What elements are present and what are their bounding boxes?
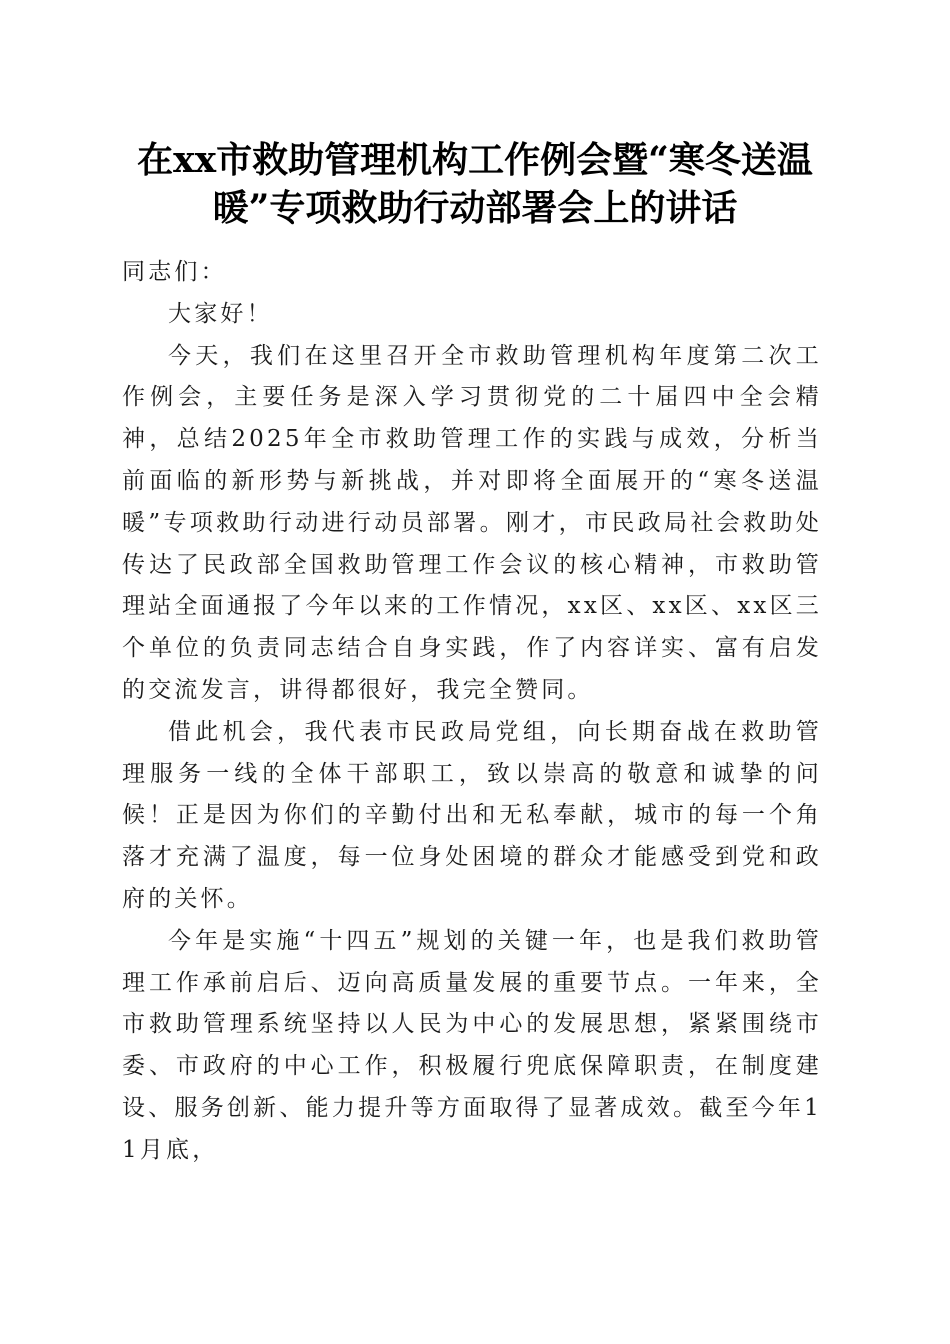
document-body	[122, 252, 822, 1172]
document-title-line-2: 暖”专项救助行动部署会上的讲话	[212, 187, 738, 229]
document-title	[100, 136, 850, 232]
paragraph-review: 今年是实施“十四五”规划的关键一年，也是我们救助管理工作承前启后、迈向高质量发展的重要节点。一年来，全市救助管理系统坚持以人民为中心的发展思想，紧紧围绕市委、市政府的中心工作，积极履行兜底保障职责，在制度建设、服务创新、能力提升等方面取得了显著成效。截至今年11月底，	[122, 927, 822, 1163]
salutation: 同志们：	[122, 259, 227, 285]
document-title-line-1: 在xx市救助管理机构工作例会暨“寒冬送温	[137, 139, 813, 181]
paragraph-gratitude: 借此机会，我代表市民政局党组，向长期奋战在救助管理服务一线的全体干部职工，致以崇高的敬意和诚挚的问候！正是因为你们的辛勤付出和无私奉献，城市的每一个角落才充满了温度，每一位身处困境的群众才能感受到党和政府的关怀。	[122, 718, 822, 912]
paragraph-opening: 今天，我们在这里召开全市救助管理机构年度第二次工作例会，主要任务是深入学习贯彻党的二十届四中全会精神，总结2025年全市救助管理工作的实践与成效，分析当前面临的新形势与新挑战，并对即将全面展开的“寒冬送温暖”专项救助行动进行动员部署。刚才，市民政局社会救助处传达了民政部全国救助管理工作会议的核心精神，市救助管理站全面通报了今年以来的工作情况，xx区、xx区、xx区三个单位的负责同志结合自身实践，作了内容详实、富有启发的交流发言，讲得都很好，我完全赞同。	[122, 342, 822, 703]
paragraph-greeting: 大家好！	[168, 300, 273, 327]
